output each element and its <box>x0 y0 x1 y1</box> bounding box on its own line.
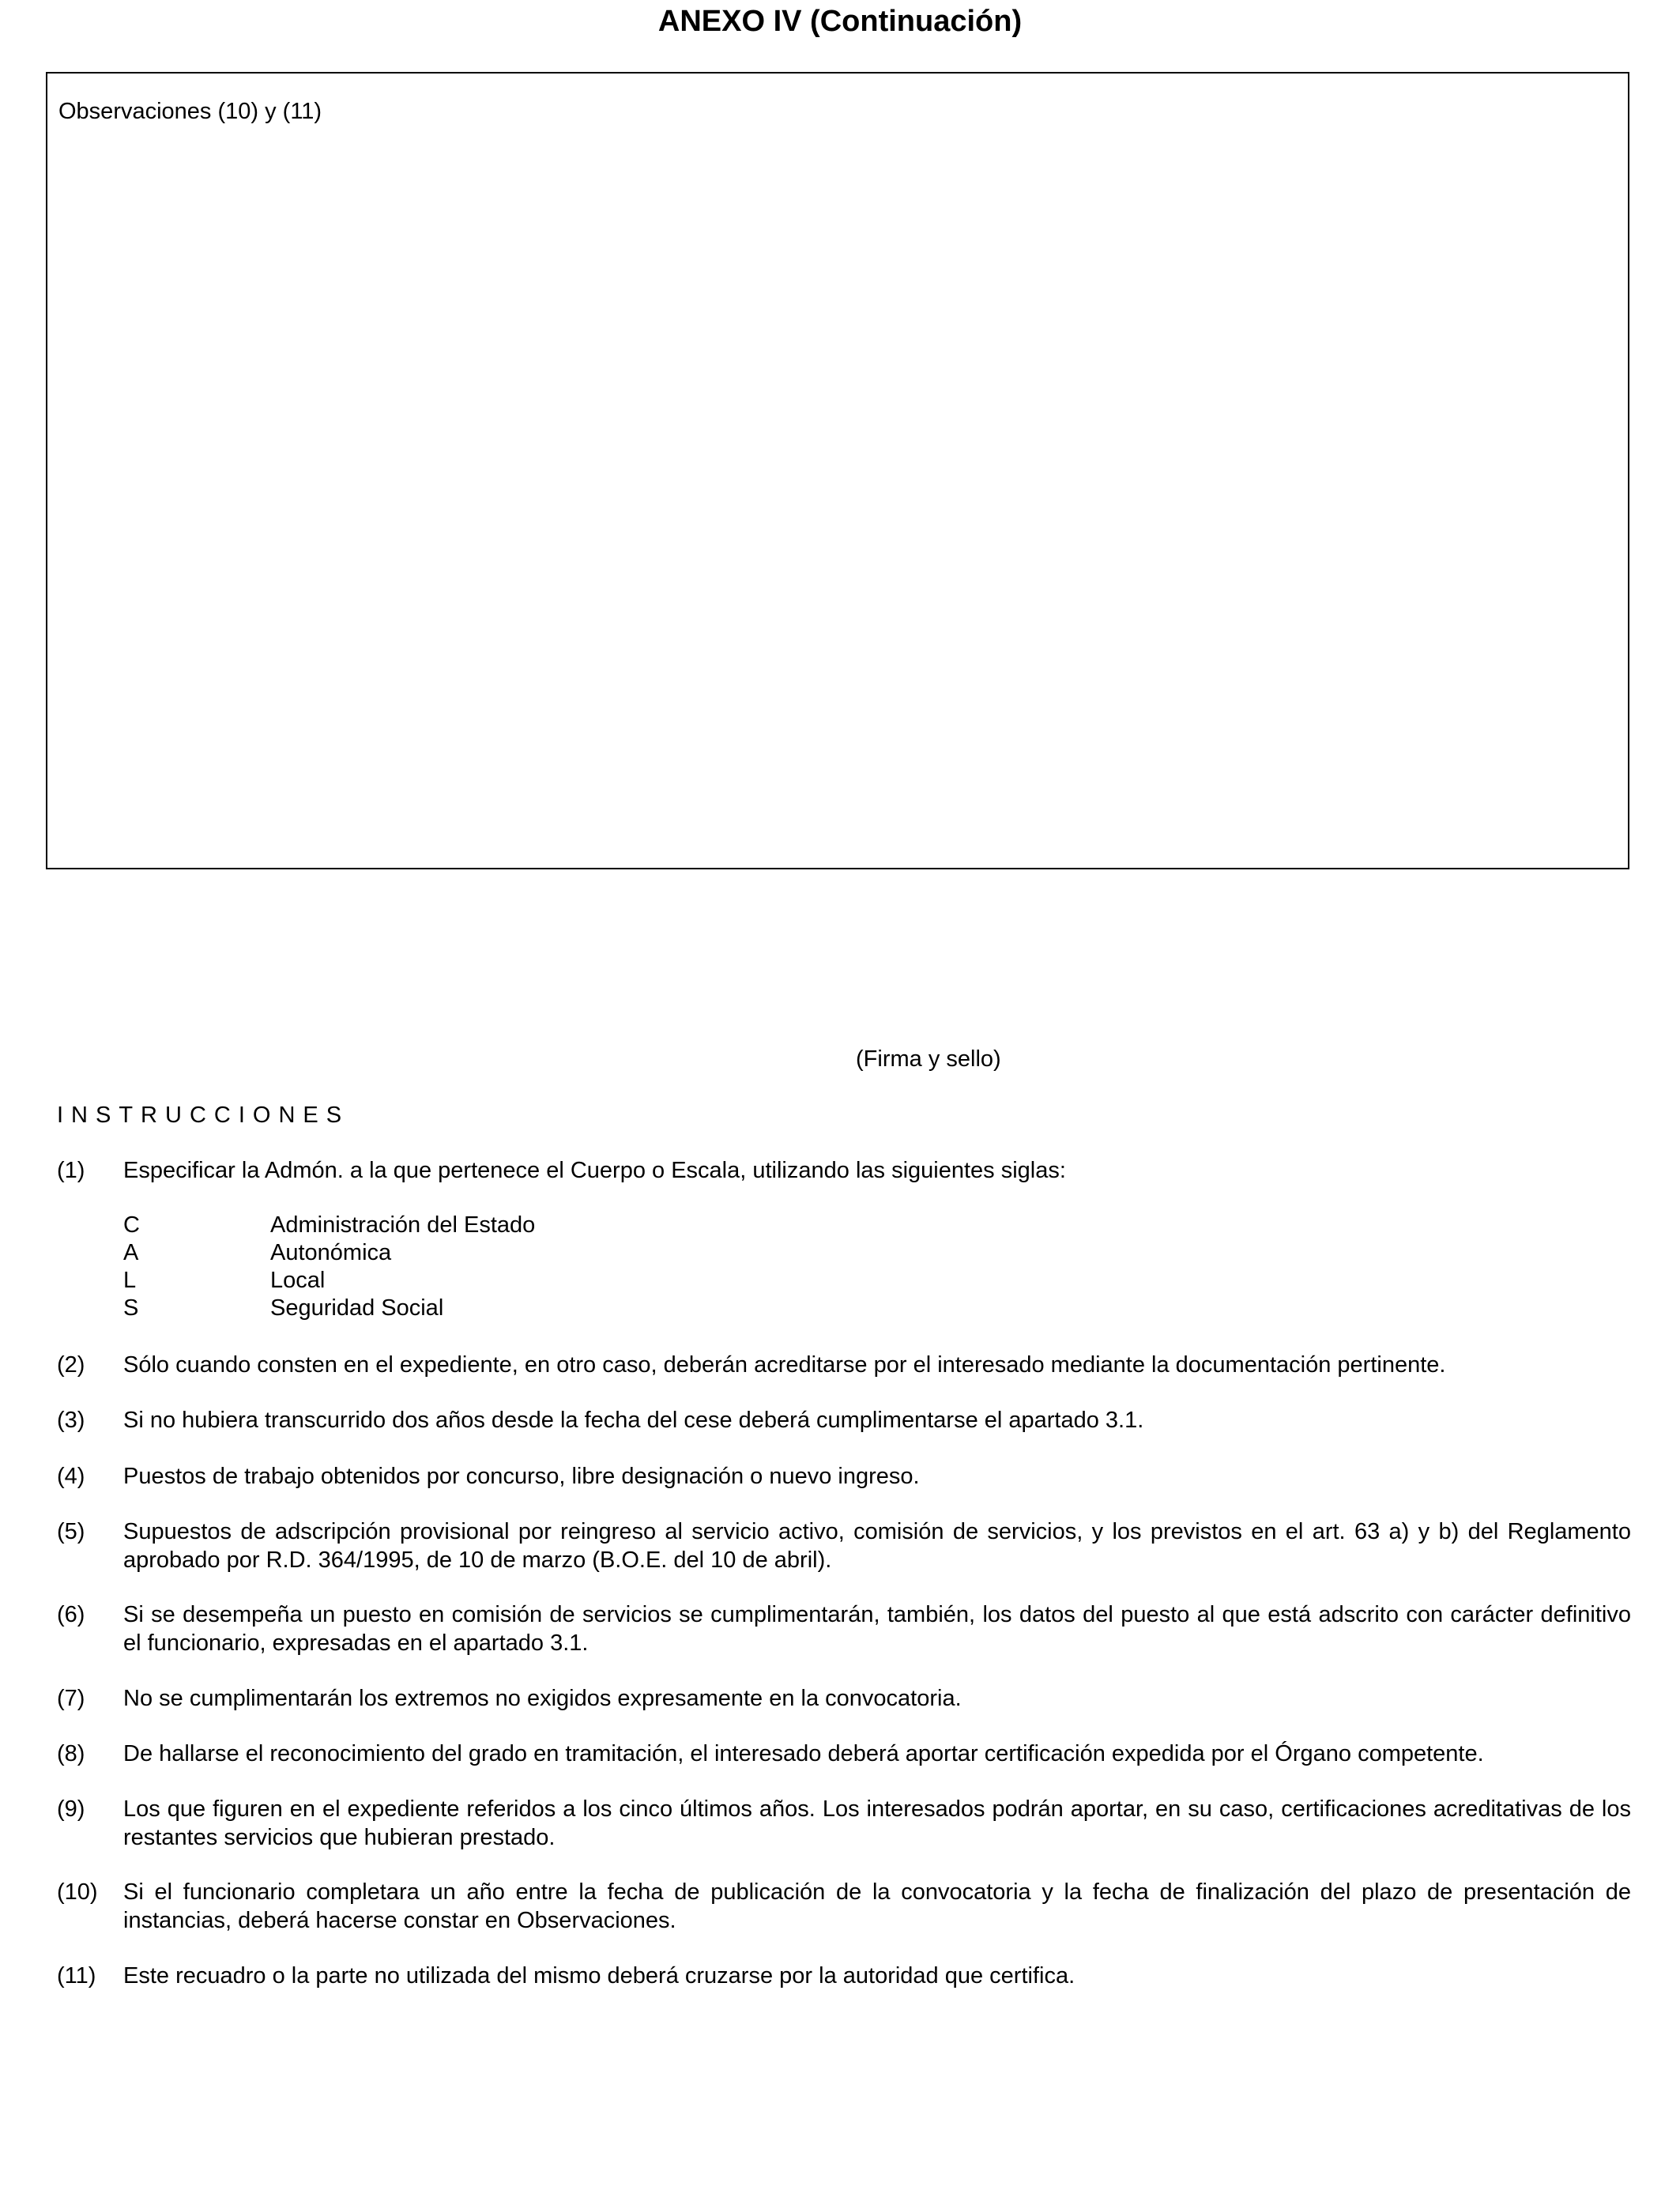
instruction-number: (8) <box>57 1741 85 1766</box>
observaciones-label: Observaciones (10) y (11) <box>58 99 322 124</box>
instruction-number: (6) <box>57 1602 85 1627</box>
sigla-description: Autonómica <box>270 1240 392 1265</box>
instruction-number: (5) <box>57 1519 85 1544</box>
observaciones-box <box>46 72 1629 869</box>
instruction-text: Los que figuren en el expediente referidos a los cinco últimos años. Los interesados podrán aportar, en su caso, certificaciones acreditativas de los restantes servicios que hubieran prestado. <box>123 1796 1631 1850</box>
instruction-item-2 <box>57 1351 1631 1379</box>
instruction-item-7 <box>57 1684 1631 1713</box>
instruction-number: (7) <box>57 1686 85 1711</box>
instruction-text: Si se desempeña un puesto en comisión de servicios se cumplimentarán, también, los datos del puesto al que está adscrito con carácter definitivo el funcionario, expresadas en el apartado 3.1. <box>123 1602 1631 1656</box>
instruction-number: (2) <box>57 1352 85 1378</box>
instruction-item-5 <box>57 1517 1631 1574</box>
instruction-text: Si el funcionario completara un año entre la fecha de publicación de la convocatoria y la fecha de finalización del plazo de presentación de instancias, deberá hacerse constar en Observaciones. <box>123 1879 1631 1933</box>
sigla-code: A <box>123 1240 139 1265</box>
instruction-item-6 <box>57 1600 1631 1657</box>
instruction-item-10 <box>57 1878 1631 1935</box>
sigla-code: L <box>123 1268 137 1293</box>
instruction-text: Este recuadro o la parte no utilizada del mismo deberá cruzarse por la autoridad que certifica. <box>123 1963 1075 1989</box>
instruction-text: Supuestos de adscripción provisional por reingreso al servicio activo, comisión de servicios, y los previstos en el art. 63 a) y b) del Reglamento aprobado por R.D. 364/1995, de 10 de marzo (B.O.E. del 10 de abril). <box>123 1519 1631 1573</box>
sigla-description: Local <box>270 1268 326 1293</box>
instruction-text: Especificar la Admón. a la que pertenece el Cuerpo o Escala, utilizando las siguientes siglas: <box>123 1158 1066 1183</box>
instruction-item-8 <box>57 1740 1631 1768</box>
instruction-text: No se cumplimentarán los extremos no exigidos expresamente en la convocatoria. <box>123 1686 962 1711</box>
signature-label: (Firma y sello) <box>856 1046 1001 1072</box>
instruction-text: Puestos de trabajo obtenidos por concurso, libre designación o nuevo ingreso. <box>123 1464 920 1489</box>
sigla-description: Seguridad Social <box>270 1295 444 1321</box>
sigla-description: Administración del Estado <box>270 1212 536 1238</box>
instructions-heading: INSTRUCCIONES <box>57 1103 350 1128</box>
instruction-number: (1) <box>57 1158 85 1183</box>
instruction-text: Sólo cuando consten en el expediente, en otro caso, deberán acreditarse por el interesado mediante la documentación pertinente. <box>123 1352 1446 1378</box>
instruction-item-1 <box>57 1156 1631 1185</box>
sigla-code: S <box>123 1295 139 1321</box>
instruction-number: (3) <box>57 1408 85 1433</box>
instruction-text: De hallarse el reconocimiento del grado en tramitación, el interesado deberá aportar certificación expedida por el Órgano competente. <box>123 1741 1484 1766</box>
page-title: ANEXO IV (Continuación) <box>657 5 1023 38</box>
instruction-number: (9) <box>57 1796 85 1822</box>
instruction-text: Si no hubiera transcurrido dos años desde la fecha del cese deberá cumplimentarse el apartado 3.1. <box>123 1408 1144 1433</box>
sigla-code: C <box>123 1212 140 1238</box>
instruction-item-11 <box>57 1962 1631 1990</box>
instruction-number: (11) <box>57 1963 96 1989</box>
instruction-item-4 <box>57 1462 1631 1491</box>
instruction-item-9 <box>57 1795 1631 1852</box>
instruction-number: (10) <box>57 1879 98 1905</box>
instruction-item-3 <box>57 1406 1631 1434</box>
instruction-number: (4) <box>57 1464 85 1489</box>
